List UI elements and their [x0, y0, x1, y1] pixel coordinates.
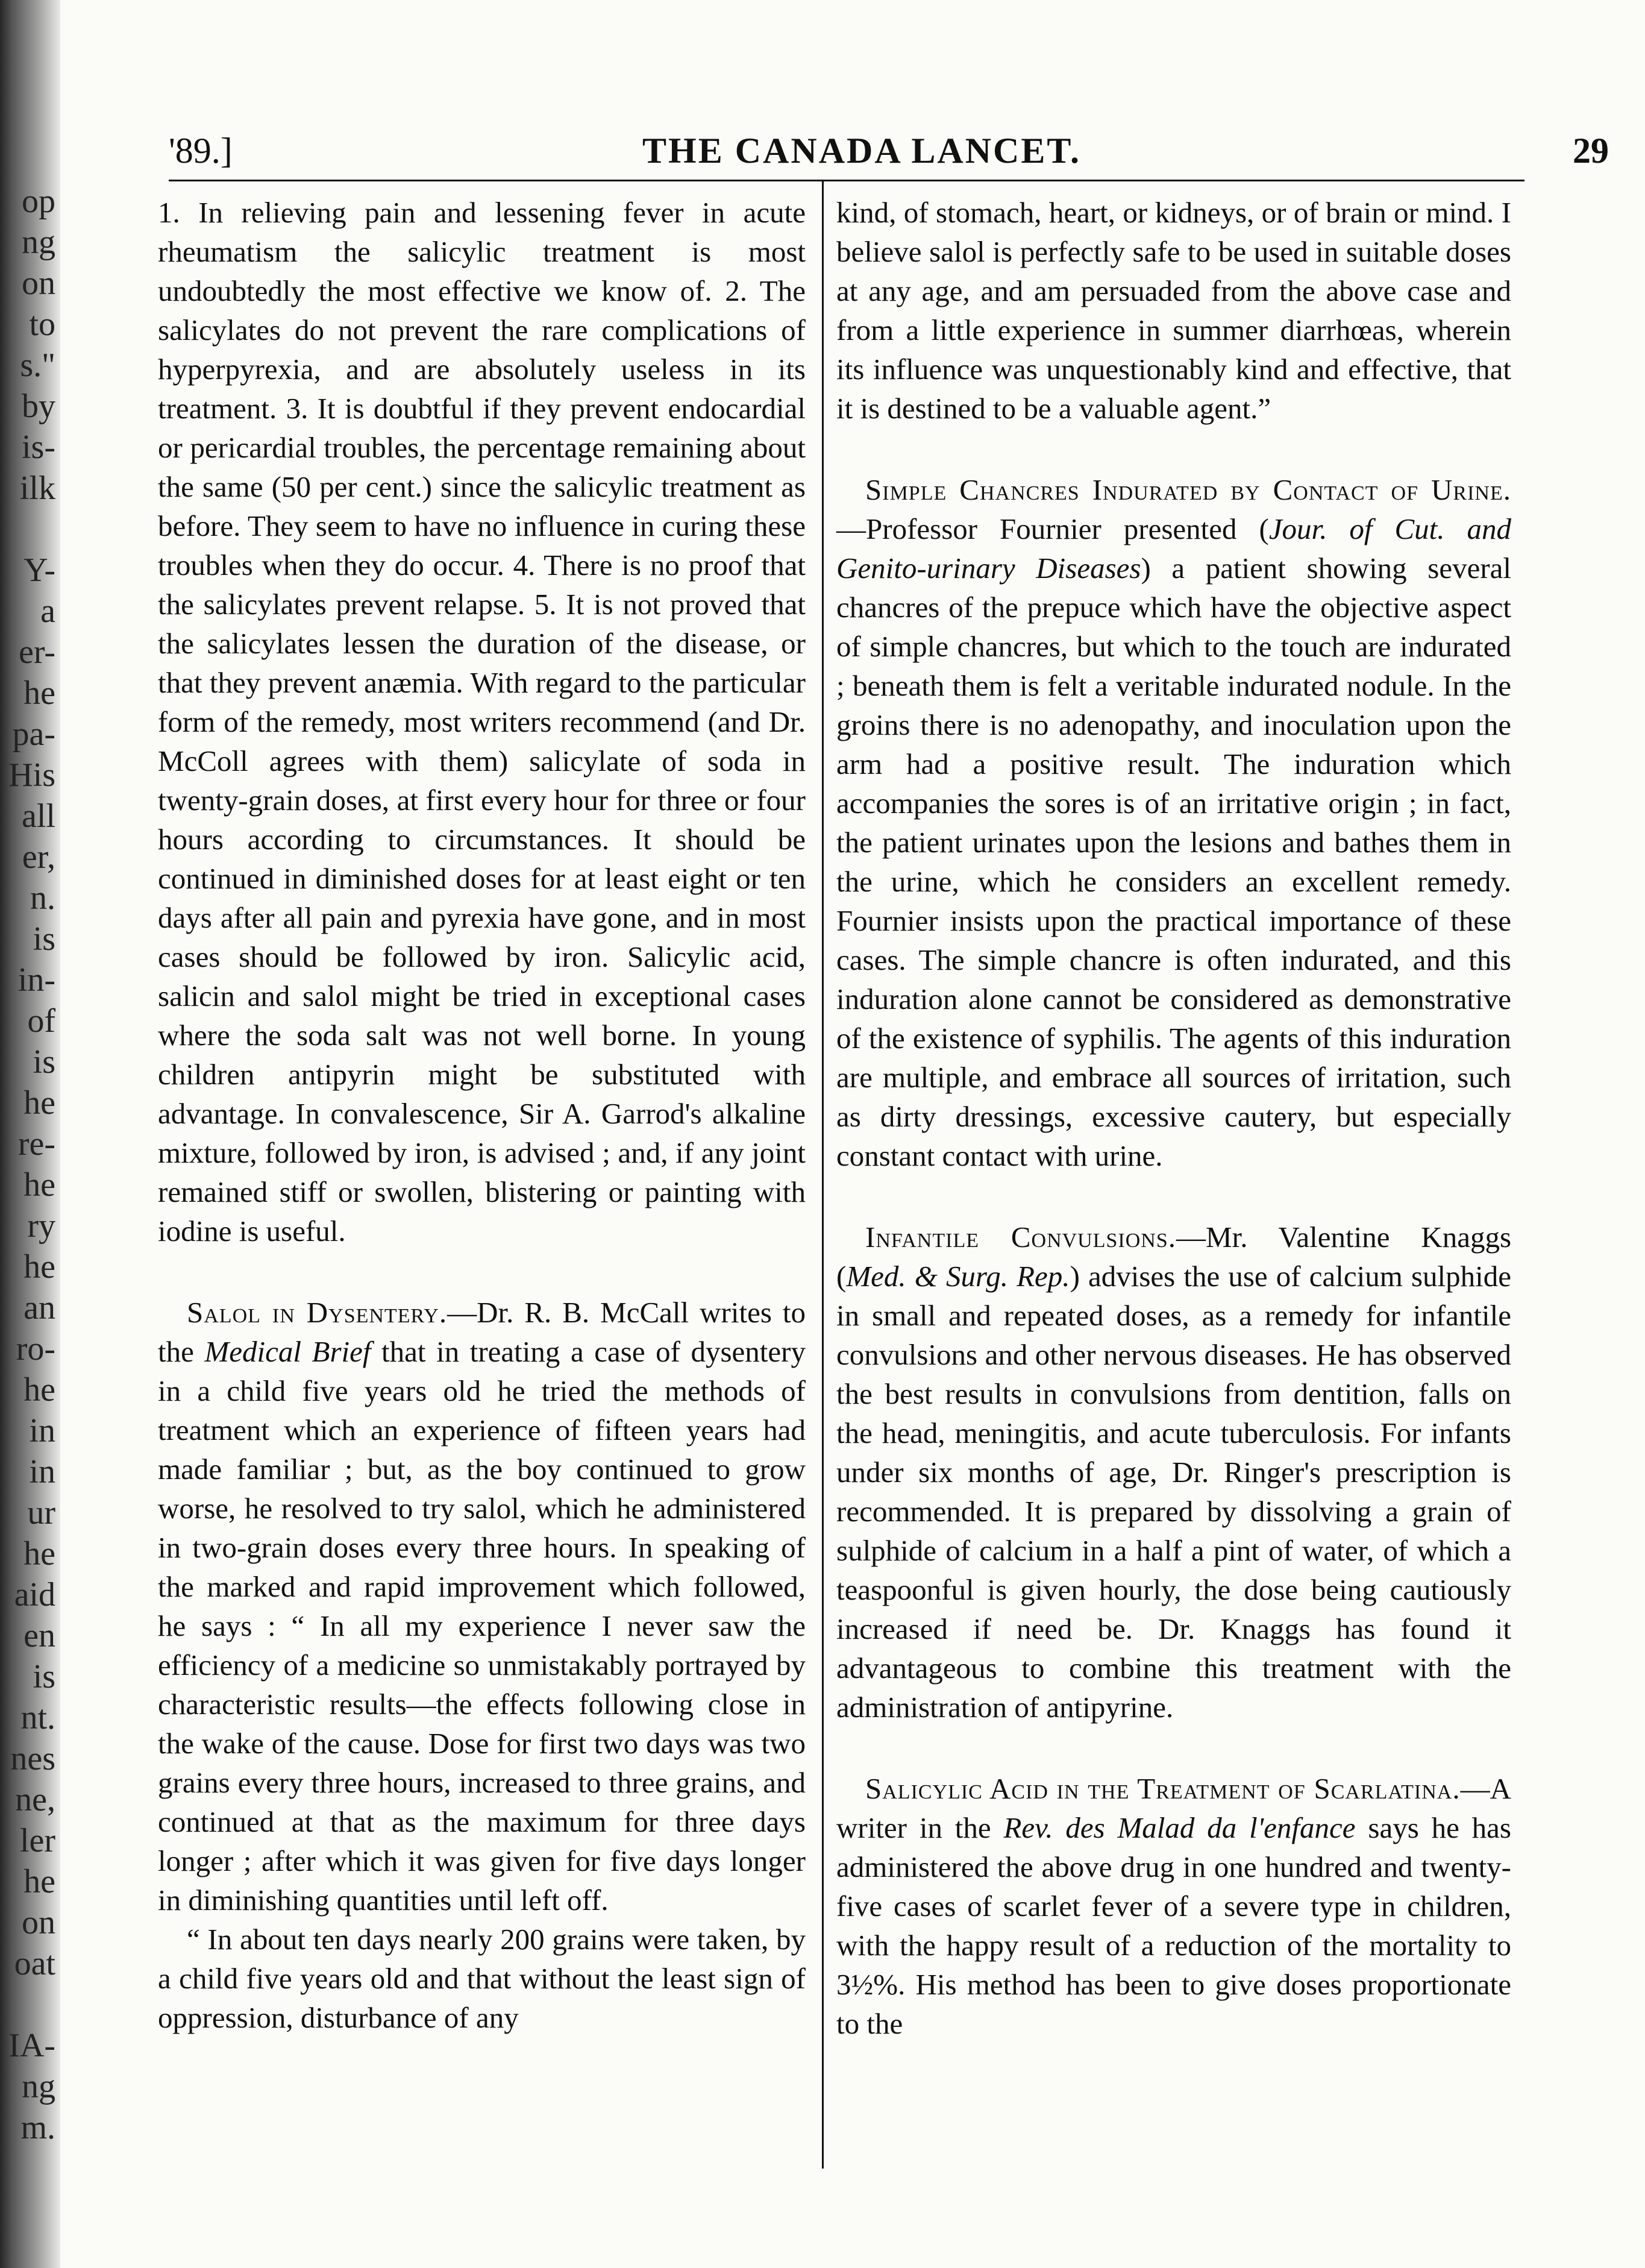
margin-fragment: re- — [17, 1125, 55, 1163]
section-heading: Salol in Dysentery. — [187, 1296, 448, 1329]
rheumatism-conclusions-paragraph: 1. In relieving pain and lessening fever in acute rheumatism the salicylic treatment is most undoubtedly the most effective we know of. 2. The salicylates do not prevent the rare complications of hyperpyrexia, and are absolutely useless in its treatment. 3. It is doubtful if they prevent endocardial or pericardial troubles, the percentage remaining about the same (50 per cent.) since the salicylic treatment as before. They seem to have no influence in curing these troubles when they do occur. 4. There is no proof that the salicylates prevent relapse. 5. It is not proved that the salicylates lessen the duration of the disease, or that they prevent anæmia. With regard to the particular form of the remedy, most writers recommend (and Dr. McColl agrees with them) salicylate of soda in twenty-grain doses, at first every hour for three or four hours according to circumstances. It should be continued in diminished doses for at least eight or ten days after all pain and pyrexia have gone, and in most cases should be followed by iron. Salicylic acid, salicin and salol might be tried in exceptional cases where the soda salt was not well borne. In young children antipyrin might be substituted with advantage. In convalescence, Sir A. Garrod's alkaline mixture, followed by iron, is advised ; and, if any joint remained stiff or swollen, blistering or painting with iodine is useful. — [158, 196, 806, 1248]
journal-name: Jour. of Cut. and Genito-urinary Diseases — [836, 512, 1512, 585]
margin-fragment: s." — [20, 347, 55, 384]
margin-fragment: ur — [27, 1494, 55, 1531]
margin-fragment: ro- — [16, 1330, 55, 1368]
margin-fragment: he — [24, 1084, 55, 1122]
margin-fragment: His — [8, 756, 55, 794]
margin-fragment: en — [24, 1617, 55, 1654]
previous-page-margin-fragments — [0, 181, 55, 2148]
left-column — [158, 193, 806, 2037]
journal-name: Med. & Surg. Rep. — [846, 1260, 1070, 1293]
margin-fragment: in — [29, 1453, 55, 1491]
margin-fragment: of — [27, 1002, 55, 1040]
column-divider — [822, 180, 824, 2169]
salol-dysentery-article: Salol in Dysentery.—Dr. R. B. McCall writes to the Medical Brief that in treating a case of dysentery in a child five years old he tried the methods of treatment which an experience of fifteen years had made familiar ; but, as the boy continued to grow worse, he resolved to try salol, which he administered in two-grain doses every three hours. In speaking of the marked and rapid improvement which followed, he says : “ In all my experience I never saw the efficiency of a medicine so unmistakably portrayed by characteristic results—the effects following close in the wake of the cause. Dose for first two days was two grains every three hours, increased to three grains, and continued at that as the maximum for three days longer ; after which it was given for five days longer in diminishing quantities until left off. — [158, 1296, 806, 1917]
margin-fragment: he — [24, 674, 55, 712]
section-heading: Simple Chancres Indurated by Contact of Urine. — [865, 473, 1511, 506]
salicylic-acid-scarlatina-article: Salicylic Acid in the Treatment of Scarlatina.—A writer in the Rev. des Malad da l'enfance says he has administered the above drug in one hundred and twenty-five cases of scarlet fever of a severe type in children, with the happy result of a reduction of the mortality to 3½%. His method has been to give doses proportionate to the — [836, 1772, 1511, 2040]
margin-fragment: er- — [18, 633, 55, 671]
margin-fragment: he — [24, 1248, 55, 1286]
margin-fragment: he — [24, 1535, 55, 1572]
margin-fragment: an — [24, 1289, 55, 1327]
margin-fragment: is — [33, 920, 55, 958]
margin-fragment: aid — [14, 1576, 55, 1613]
margin-fragment: oat — [14, 1945, 55, 1982]
margin-fragment — [0, 1984, 55, 2025]
margin-fragment: ne, — [15, 1781, 55, 1818]
margin-fragment: ry — [27, 1207, 55, 1245]
margin-fragment: on — [22, 265, 55, 302]
margin-fragment: ng — [22, 2068, 55, 2105]
section-heading: Salicylic Acid in the Treatment of Scarlatina. — [865, 1772, 1461, 1805]
margin-fragment: er, — [22, 838, 55, 876]
margin-fragment: he — [24, 1371, 55, 1409]
journal-title: THE CANADA LANCET. — [642, 131, 1081, 171]
margin-fragment: nt. — [20, 1699, 55, 1736]
salol-dysentery-quote-paragraph: “ In about ten days nearly 200 grains were taken, by a child five years old and that without the least sign of oppression, disturbance of any — [158, 1923, 806, 2034]
margin-fragment: a — [40, 592, 55, 630]
margin-fragment: in- — [17, 961, 55, 999]
margin-fragment: all — [22, 797, 55, 835]
header-rule — [169, 180, 1524, 181]
margin-fragment: is- — [22, 429, 55, 466]
margin-fragment: pa- — [12, 715, 55, 753]
margin-fragment: IA- — [8, 2027, 55, 2064]
running-header — [169, 127, 1609, 175]
journal-name: Medical Brief — [204, 1335, 371, 1368]
margin-fragment: ng — [22, 224, 55, 261]
margin-fragment: to — [29, 306, 55, 343]
margin-fragment: Y- — [24, 551, 55, 589]
infantile-convulsions-article: Infantile Convulsions.—Mr. Valentine Knaggs (Med. & Surg. Rep.) advises the use of calcium sulphide in small and repeated doses, as a remedy for infantile convulsions and other nervous diseases. He has observed the best results in convulsions from dentition, falls on the head, meningitis, and acute tuberculosis. For infants under six months of age, Dr. Ringer's prescription is recommended. It is prepared by dissolving a grain of sulphide of calcium in a half a pint of water, of which a teaspoonful is given hourly, the dose being cautiously increased if need be. Dr. Knaggs has found it advantageous to combine this treatment with the administration of antipyrine. — [836, 1220, 1512, 1724]
margin-fragment: in — [29, 1412, 55, 1450]
margin-fragment: m. — [20, 2109, 55, 2146]
margin-fragment: is — [33, 1043, 55, 1081]
margin-fragment: he — [24, 1863, 55, 1900]
header-year: '89.] — [169, 131, 233, 171]
simple-chancres-article: Simple Chancres Indurated by Contact of Urine.—Professor Fournier presented (Jour. of Cut. and Genito-urinary Diseases) a patient showing several chancres of the prepuce which have the objective aspect of simple chancres, but which to the touch are indurated ; beneath them is felt a veritable indurated nodule. In the groins there is no adenopathy, and inoculation upon the arm had a positive result. The induration which accompanies the sores is of an irritative origin ; in fact, the patient urinates upon the lesions and bathes them in the urine, which he considers an excellent remedy. Fournier insists upon the practical importance of these cases. The simple chancre is often indurated, and this induration alone cannot be considered as demonstrative of the existence of syphilis. The agents of this induration are multiple, and embrace all sources of irritation, such as dirty dressings, excessive cautery, but especially constant contact with urine. — [836, 473, 1512, 1172]
journal-name: Rev. des Malad da l'enfance — [1003, 1811, 1356, 1844]
margin-fragment — [0, 509, 55, 550]
page-number: 29 — [1573, 131, 1609, 171]
margin-fragment: ler — [19, 1822, 55, 1859]
margin-fragment: nes — [10, 1740, 55, 1777]
section-heading: Infantile Convulsions. — [865, 1220, 1177, 1254]
margin-fragment: n. — [30, 879, 55, 917]
margin-fragment: on — [22, 1904, 55, 1941]
margin-fragment: he — [24, 1166, 55, 1204]
margin-fragment: ilk — [19, 470, 55, 507]
margin-fragment: by — [22, 388, 55, 425]
margin-fragment: is — [33, 1658, 55, 1695]
right-column — [836, 193, 1511, 2043]
salol-dysentery-continuation: kind, of stomach, heart, or kidneys, or of brain or mind. I believe salol is perfectly safe to be used in suitable doses at any age, and am persuaded from the above case and from a little experience in summer diarrhœas, wherein its influence was unquestionably kind and effective, that it is destined to be a valuable agent.” — [836, 196, 1511, 425]
margin-fragment: op — [22, 183, 55, 220]
